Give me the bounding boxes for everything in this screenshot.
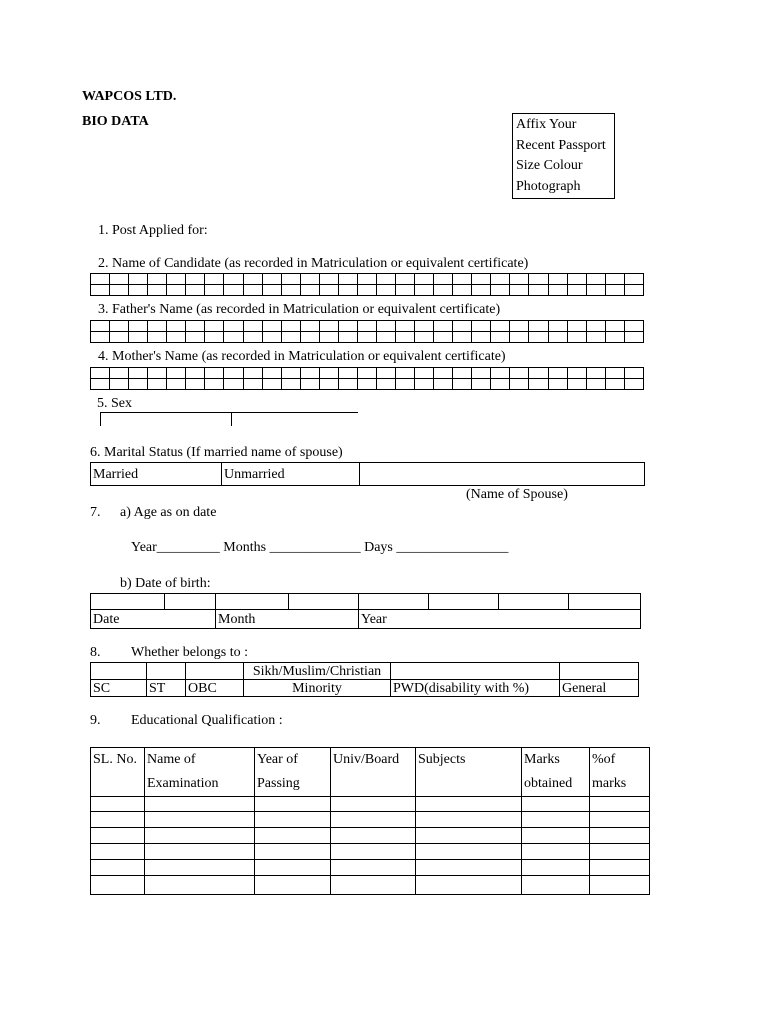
char-box[interactable] — [205, 321, 224, 332]
char-box[interactable] — [529, 379, 548, 390]
education-cell[interactable] — [416, 797, 522, 812]
char-box[interactable] — [110, 332, 129, 343]
char-box[interactable] — [548, 332, 567, 343]
char-box[interactable] — [434, 321, 453, 332]
category-cell[interactable] — [147, 663, 186, 680]
age-fill-line[interactable]: Year_________ Months _____________ Days ________________ — [131, 540, 509, 555]
education-row — [91, 876, 650, 895]
char-box[interactable] — [605, 285, 624, 296]
char-box[interactable] — [262, 379, 281, 390]
char-box[interactable] — [129, 379, 148, 390]
char-box[interactable] — [510, 379, 529, 390]
char-box[interactable] — [434, 368, 453, 379]
education-row — [91, 860, 650, 876]
char-box[interactable] — [281, 332, 300, 343]
char-box[interactable] — [529, 274, 548, 285]
char-box[interactable] — [110, 321, 129, 332]
education-cell[interactable] — [590, 876, 650, 895]
company-name: WAPCOS LTD. — [82, 89, 177, 104]
candidate-name-label: 2. Name of Candidate (as recorded in Matriculation or equivalent certificate) — [98, 256, 529, 271]
photo-placeholder-box — [512, 113, 615, 199]
marital-status-label: 6. Marital Status (If married name of spouse) — [90, 445, 343, 460]
char-box[interactable] — [338, 285, 357, 296]
char-box[interactable] — [376, 379, 395, 390]
char-box[interactable] — [281, 321, 300, 332]
education-cell[interactable] — [255, 828, 331, 844]
char-box[interactable] — [510, 368, 529, 379]
char-box[interactable] — [529, 332, 548, 343]
char-box[interactable] — [91, 332, 110, 343]
char-box[interactable] — [148, 285, 167, 296]
char-box[interactable] — [567, 321, 586, 332]
char-box[interactable] — [396, 368, 415, 379]
document-title: BIO DATA — [82, 114, 149, 129]
education-cell[interactable] — [416, 860, 522, 876]
char-box[interactable] — [548, 274, 567, 285]
char-box[interactable] — [434, 285, 453, 296]
char-box[interactable] — [205, 368, 224, 379]
char-box[interactable] — [262, 274, 281, 285]
post-applied-label: 1. Post Applied for: — [98, 223, 208, 238]
char-box[interactable] — [491, 332, 510, 343]
category-item-number: 8. — [90, 645, 101, 660]
char-box[interactable] — [338, 379, 357, 390]
char-box[interactable] — [567, 285, 586, 296]
education-row — [91, 797, 650, 812]
header-name-of-examination: Name of Examination — [145, 748, 255, 797]
candidate-name-boxes[interactable] — [90, 273, 644, 296]
char-box[interactable] — [148, 368, 167, 379]
char-box[interactable] — [472, 285, 491, 296]
char-box[interactable] — [148, 379, 167, 390]
char-box[interactable] — [319, 368, 338, 379]
char-box[interactable] — [415, 332, 434, 343]
char-box[interactable] — [186, 274, 205, 285]
dob-cell[interactable] — [569, 594, 641, 610]
char-box[interactable] — [396, 274, 415, 285]
char-box[interactable] — [548, 321, 567, 332]
dob-table — [90, 593, 641, 629]
education-cell[interactable] — [255, 860, 331, 876]
char-box[interactable] — [491, 321, 510, 332]
marital-status-table — [90, 462, 645, 486]
education-cell[interactable] — [145, 812, 255, 828]
education-row — [91, 828, 650, 844]
education-cell[interactable] — [522, 797, 590, 812]
header-marks-obtained: Marks obtained — [522, 748, 590, 797]
char-box[interactable] — [110, 274, 129, 285]
char-box[interactable] — [624, 368, 643, 379]
header-sl-no: SL. No. — [91, 748, 145, 797]
char-box[interactable] — [357, 368, 376, 379]
char-box[interactable] — [415, 274, 434, 285]
char-box[interactable] — [319, 321, 338, 332]
char-box[interactable] — [548, 368, 567, 379]
char-box[interactable] — [567, 368, 586, 379]
education-item-number: 9. — [90, 713, 101, 728]
char-box[interactable] — [548, 379, 567, 390]
char-box[interactable] — [491, 274, 510, 285]
char-box[interactable] — [491, 285, 510, 296]
header-subjects: Subjects — [416, 748, 522, 797]
education-cell[interactable] — [590, 844, 650, 860]
char-box[interactable] — [624, 332, 643, 343]
dob-cell[interactable] — [216, 594, 289, 610]
education-cell[interactable] — [331, 844, 416, 860]
char-box[interactable] — [357, 285, 376, 296]
char-box[interactable] — [415, 321, 434, 332]
education-cell[interactable] — [416, 828, 522, 844]
char-box[interactable] — [319, 285, 338, 296]
dob-year-cell[interactable]: Year — [359, 610, 641, 629]
char-box[interactable] — [548, 285, 567, 296]
char-box[interactable] — [205, 285, 224, 296]
general-cell[interactable]: General — [560, 680, 639, 697]
pwd-cell[interactable]: PWD(disability with %) — [391, 680, 560, 697]
char-box[interactable] — [567, 379, 586, 390]
category-cell[interactable] — [391, 663, 560, 680]
char-box[interactable] — [319, 379, 338, 390]
char-box[interactable] — [529, 321, 548, 332]
char-box[interactable] — [510, 285, 529, 296]
char-box[interactable] — [434, 332, 453, 343]
char-box[interactable] — [205, 379, 224, 390]
char-box[interactable] — [338, 332, 357, 343]
char-box[interactable] — [148, 332, 167, 343]
char-box[interactable] — [205, 274, 224, 285]
photo-box-line: Size Colour — [516, 158, 583, 173]
education-cell[interactable] — [522, 828, 590, 844]
char-box[interactable] — [453, 332, 472, 343]
char-box[interactable] — [586, 368, 605, 379]
char-box[interactable] — [262, 368, 281, 379]
char-box[interactable] — [186, 332, 205, 343]
education-cell[interactable] — [331, 876, 416, 895]
char-box[interactable] — [148, 321, 167, 332]
char-box[interactable] — [605, 332, 624, 343]
char-box[interactable] — [472, 274, 491, 285]
char-box[interactable] — [472, 379, 491, 390]
education-cell[interactable] — [331, 797, 416, 812]
char-box[interactable] — [110, 368, 129, 379]
photo-box-line: Affix Your — [516, 117, 577, 132]
char-box[interactable] — [224, 368, 243, 379]
char-box[interactable] — [605, 321, 624, 332]
char-box[interactable] — [148, 274, 167, 285]
char-box[interactable] — [357, 321, 376, 332]
char-box[interactable] — [224, 332, 243, 343]
education-row — [91, 812, 650, 828]
education-cell[interactable] — [91, 812, 145, 828]
char-box[interactable] — [376, 321, 395, 332]
education-cell[interactable] — [91, 844, 145, 860]
char-box[interactable] — [357, 332, 376, 343]
char-box[interactable] — [262, 332, 281, 343]
category-table — [90, 662, 639, 697]
char-box[interactable] — [529, 285, 548, 296]
char-box[interactable] — [357, 379, 376, 390]
education-cell[interactable] — [522, 860, 590, 876]
category-cell[interactable] — [91, 663, 147, 680]
photo-box-line: Recent Passport — [516, 137, 606, 153]
char-box[interactable] — [205, 332, 224, 343]
char-box[interactable] — [472, 368, 491, 379]
dob-cell[interactable] — [499, 594, 569, 610]
char-box[interactable] — [357, 274, 376, 285]
education-cell[interactable] — [255, 844, 331, 860]
age-label: a) Age as on date — [120, 505, 217, 520]
char-box[interactable] — [243, 368, 262, 379]
married-cell[interactable]: Married — [91, 463, 222, 486]
education-cell[interactable] — [255, 876, 331, 895]
char-box[interactable] — [281, 368, 300, 379]
dob-month-cell[interactable]: Month — [216, 610, 359, 629]
education-cell[interactable] — [331, 828, 416, 844]
dob-cell[interactable] — [165, 594, 216, 610]
dob-cell[interactable] — [91, 594, 165, 610]
dob-cell[interactable] — [429, 594, 499, 610]
education-cell[interactable] — [522, 812, 590, 828]
age-item-number: 7. — [90, 505, 101, 520]
char-box[interactable] — [396, 285, 415, 296]
char-box[interactable] — [453, 321, 472, 332]
char-box[interactable] — [376, 332, 395, 343]
char-box[interactable] — [453, 285, 472, 296]
sex-field-line[interactable] — [100, 412, 358, 413]
char-box[interactable] — [186, 285, 205, 296]
char-box[interactable] — [243, 274, 262, 285]
education-cell[interactable] — [145, 860, 255, 876]
char-box[interactable] — [129, 332, 148, 343]
education-cell[interactable] — [331, 860, 416, 876]
char-box[interactable] — [453, 368, 472, 379]
char-box[interactable] — [262, 285, 281, 296]
char-box[interactable] — [376, 274, 395, 285]
char-box[interactable] — [396, 332, 415, 343]
char-box[interactable] — [281, 379, 300, 390]
char-box[interactable] — [567, 274, 586, 285]
sex-field-divider — [231, 412, 232, 426]
char-box[interactable] — [129, 274, 148, 285]
education-table — [90, 747, 650, 895]
char-box[interactable] — [376, 285, 395, 296]
char-box[interactable] — [129, 285, 148, 296]
char-box[interactable] — [567, 332, 586, 343]
char-box[interactable] — [586, 332, 605, 343]
education-row — [91, 844, 650, 860]
education-cell[interactable] — [416, 844, 522, 860]
education-cell[interactable] — [522, 844, 590, 860]
char-box[interactable] — [510, 274, 529, 285]
char-box[interactable] — [91, 379, 110, 390]
education-cell[interactable] — [145, 876, 255, 895]
education-cell[interactable] — [145, 828, 255, 844]
char-box[interactable] — [319, 332, 338, 343]
char-box[interactable] — [376, 368, 395, 379]
father-name-boxes[interactable] — [90, 320, 644, 343]
education-cell[interactable] — [590, 797, 650, 812]
char-box[interactable] — [624, 321, 643, 332]
char-box[interactable] — [624, 274, 643, 285]
dob-date-cell[interactable]: Date — [91, 610, 216, 629]
char-box[interactable] — [300, 274, 319, 285]
char-box[interactable] — [453, 379, 472, 390]
char-box[interactable] — [453, 274, 472, 285]
header-percent-marks: %of marks — [590, 748, 650, 797]
education-cell[interactable] — [91, 797, 145, 812]
char-box[interactable] — [167, 274, 186, 285]
char-box[interactable] — [338, 274, 357, 285]
dob-cell[interactable] — [289, 594, 359, 610]
char-box[interactable] — [605, 274, 624, 285]
char-box[interactable] — [262, 321, 281, 332]
header-univ-board: Univ/Board — [331, 748, 416, 797]
education-cell[interactable] — [590, 812, 650, 828]
char-box[interactable] — [300, 285, 319, 296]
char-box[interactable] — [167, 379, 186, 390]
char-box[interactable] — [281, 274, 300, 285]
char-box[interactable] — [338, 321, 357, 332]
char-box[interactable] — [243, 379, 262, 390]
education-cell[interactable] — [255, 797, 331, 812]
char-box[interactable] — [586, 285, 605, 296]
education-cell[interactable] — [416, 812, 522, 828]
char-box[interactable] — [624, 285, 643, 296]
minority-top-cell[interactable]: Sikh/Muslim/Christian — [244, 663, 391, 680]
char-box[interactable] — [434, 274, 453, 285]
char-box[interactable] — [110, 379, 129, 390]
char-box[interactable] — [586, 274, 605, 285]
char-box[interactable] — [300, 321, 319, 332]
char-box[interactable] — [491, 379, 510, 390]
char-box[interactable] — [167, 368, 186, 379]
char-box[interactable] — [605, 368, 624, 379]
header-year-of-passing: Year of Passing — [255, 748, 331, 797]
char-box[interactable] — [338, 368, 357, 379]
char-box[interactable] — [300, 368, 319, 379]
dob-label: b) Date of birth: — [120, 576, 211, 591]
char-box[interactable] — [434, 379, 453, 390]
char-box[interactable] — [91, 321, 110, 332]
char-box[interactable] — [624, 379, 643, 390]
education-cell[interactable] — [522, 876, 590, 895]
char-box[interactable] — [586, 321, 605, 332]
char-box[interactable] — [91, 274, 110, 285]
char-box[interactable] — [319, 274, 338, 285]
char-box[interactable] — [186, 321, 205, 332]
char-box[interactable] — [300, 332, 319, 343]
char-box[interactable] — [300, 379, 319, 390]
sex-field-divider — [100, 412, 101, 426]
mother-name-boxes[interactable] — [90, 367, 644, 390]
char-box[interactable] — [415, 379, 434, 390]
char-box[interactable] — [281, 285, 300, 296]
sex-label: 5. Sex — [97, 396, 132, 411]
char-box[interactable] — [243, 321, 262, 332]
char-box[interactable] — [243, 285, 262, 296]
education-cell[interactable] — [91, 876, 145, 895]
char-box[interactable] — [415, 285, 434, 296]
education-cell[interactable] — [145, 844, 255, 860]
char-box[interactable] — [186, 368, 205, 379]
char-box[interactable] — [529, 368, 548, 379]
char-box[interactable] — [167, 285, 186, 296]
char-box[interactable] — [586, 379, 605, 390]
char-box[interactable] — [91, 285, 110, 296]
dob-cell[interactable] — [359, 594, 429, 610]
photo-box-line: Photograph — [516, 178, 581, 194]
education-cell[interactable] — [416, 876, 522, 895]
char-box[interactable] — [186, 379, 205, 390]
st-cell[interactable]: ST — [147, 680, 186, 697]
education-cell[interactable] — [91, 860, 145, 876]
char-box[interactable] — [510, 321, 529, 332]
education-cell[interactable] — [590, 828, 650, 844]
char-box[interactable] — [472, 332, 491, 343]
char-box[interactable] — [110, 285, 129, 296]
spouse-caption: (Name of Spouse) — [466, 487, 568, 502]
category-label: Whether belongs to : — [131, 645, 249, 660]
mother-name-label: 4. Mother's Name (as recorded in Matriculation or equivalent certificate) — [98, 349, 506, 364]
unmarried-cell[interactable]: Unmarried — [222, 463, 360, 486]
education-cell[interactable] — [145, 797, 255, 812]
minority-cell[interactable]: Minority — [244, 680, 391, 697]
education-cell[interactable] — [590, 860, 650, 876]
spouse-name-cell[interactable] — [360, 463, 645, 486]
char-box[interactable] — [224, 321, 243, 332]
category-cell[interactable] — [560, 663, 639, 680]
char-box[interactable] — [491, 368, 510, 379]
char-box[interactable] — [129, 321, 148, 332]
father-name-label: 3. Father's Name (as recorded in Matriculation or equivalent certificate) — [98, 302, 501, 317]
char-box[interactable] — [510, 332, 529, 343]
char-box[interactable] — [129, 368, 148, 379]
education-cell[interactable] — [255, 812, 331, 828]
char-box[interactable] — [472, 321, 491, 332]
char-box[interactable] — [415, 368, 434, 379]
char-box[interactable] — [605, 379, 624, 390]
char-box[interactable] — [224, 274, 243, 285]
char-box[interactable] — [396, 321, 415, 332]
char-box[interactable] — [167, 321, 186, 332]
char-box[interactable] — [224, 379, 243, 390]
char-box[interactable] — [91, 368, 110, 379]
obc-cell[interactable]: OBC — [186, 680, 244, 697]
char-box[interactable] — [396, 379, 415, 390]
education-cell[interactable] — [331, 812, 416, 828]
education-cell[interactable] — [91, 828, 145, 844]
category-cell[interactable] — [186, 663, 244, 680]
char-box[interactable] — [167, 332, 186, 343]
char-box[interactable] — [224, 285, 243, 296]
education-label: Educational Qualification : — [131, 713, 283, 728]
char-box[interactable] — [243, 332, 262, 343]
sc-cell[interactable]: SC — [91, 680, 147, 697]
